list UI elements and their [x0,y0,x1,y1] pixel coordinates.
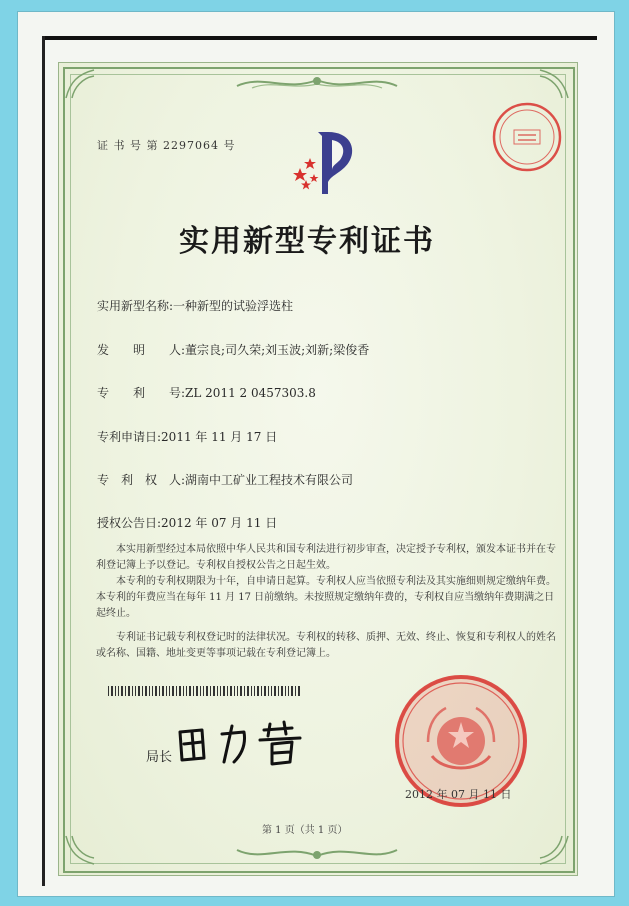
field-grant-date [97,514,277,531]
field-application-date [97,428,277,445]
field-value: ZL 2011 2 0457303.8 [185,386,316,400]
corner-ornament-icon [64,830,100,866]
top-ornament-icon [232,72,402,94]
body-paragraph: 本专利的专利权期限为十年，自申请日起算。专利权人应当依照专利法及其实施细则规定缴纳年费。本专利的年费应当在每年 11 月 17 日前缴纳。未按照规定缴纳年费的，专利权自应当缴纳年费期满之日起终止。 [96,576,556,619]
corner-ornament-icon [64,68,100,104]
director-label: 局长 [146,750,173,765]
field-value: 2012 年 07 月 11 日 [161,516,278,530]
corner-ornament-icon [534,68,570,104]
field-design-name [97,297,293,314]
page-footer: 第 1 页（共 1 页） [262,825,348,836]
certificate-number: 证 书 号 第 2297064 号 [97,139,236,152]
field-value: 湖南中工矿业工程技术有限公司 [185,473,354,487]
field-label: 授权公告日: [97,516,162,530]
field-value: 董宗良;司久荣;刘玉波;刘新;梁俊香 [185,343,370,357]
scan-top-edge [42,36,597,40]
certificate-body [96,542,562,662]
seal-date: 2012 年 07 月 11 日 [405,788,512,801]
agent-stamp-icon [490,100,564,174]
scan-left-edge [42,36,45,886]
field-inventors [97,341,369,358]
field-label: 实用新型名称: [97,299,174,313]
field-value: 一种新型的试验浮选柱 [173,299,294,313]
sipo-logo-icon [288,122,368,202]
field-patent-number [97,384,316,401]
field-label: 专 利 号: [97,386,186,400]
director-signature-icon [172,720,322,770]
certificate-title: 实用新型专利证书 [179,224,435,259]
barcode-icon [108,686,300,696]
field-patentee [97,471,353,488]
field-label: 发 明 人: [97,343,186,357]
bottom-ornament-icon [232,844,402,864]
field-value: 2011 年 11 月 17 日 [161,430,278,444]
field-label: 专利申请日: [97,430,162,444]
body-paragraph: 专利证书记载专利权登记时的法律状况。专利权的转移、质押、无效、终止、恢复和专利权人的姓名或名称、国籍、地址变更等事项记载在专利登记簿上。 [96,632,556,659]
corner-ornament-icon [534,830,570,866]
body-paragraph: 本实用新型经过本局依照中华人民共和国专利法进行初步审查，决定授予专利权，颁发本证书并在专利登记簿上予以登记。专利权自授权公告之日起生效。 [96,544,556,571]
field-label: 专 利 权 人: [97,473,186,487]
